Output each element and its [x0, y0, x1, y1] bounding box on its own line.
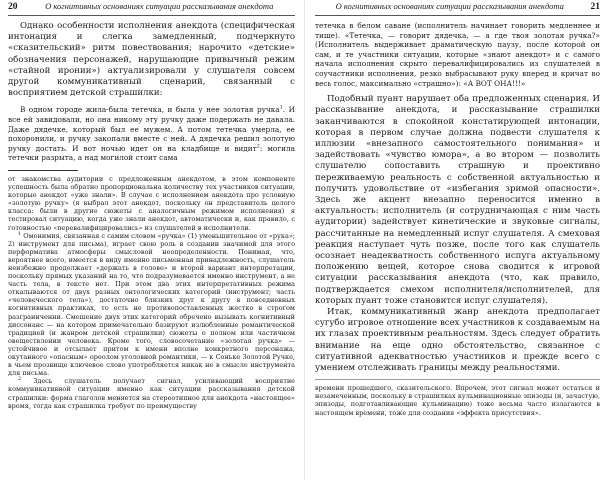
footnote-separator	[315, 379, 600, 380]
footnote-2-mark: 2	[18, 376, 22, 383]
footnote-1	[8, 232, 295, 378]
quote-text-2: . И все ей завидовали, но она никому эту ручку даже подержать не давала. Даже дядечке, который был ее мужем. А потом тетечка умерла, ее похоронили, и ручку закопали вместе с ней. А дядечка решил золотую ручку достать. И вот ночью идет он на кладбище и видит	[8, 105, 295, 153]
intro-paragraph: Однако особенности исполнения анекдота (специфическая интонация и слегка замедленный, подчеркнуто «сказительский» ритм повествования; нарочито «детские» обозначения персонажей, нарушающие привычный режим «стайной иронии») актуализировали у слушателя совсем другой коммуникативный сценарий, связанный с восприятием детской страшилки:	[8, 21, 295, 99]
right-page-header	[315, 1, 600, 16]
footnote-2-text: Здесь слушатель получает сигнал, усиливающий восприятие коммуникативной ситуации именно как ситуации рассказывания детской страшилки: форма глаголов меняется на стереотипное для анекдота «настоящее» время, тогда как страшилка требует по преимуществу	[8, 377, 295, 410]
right-page	[304, 0, 608, 480]
quote-continuation: тетечка в белом саване (исполнитель начинает говорить медленнее и тише). «Тетечка, — говорит дядечка, — а где твоя золотая ручка?» (Исполнитель выдерживает драматическую паузу, после которой он сам, и те участники ситуации, которые «знают анекдот» и с самого начала исполнения скрыто перевалифицировались из слушателей в соучастники исполнения, резко выбрасывают руку вперед и кричат во весь голос, максимально «страшно»): «А ВОТ ОНА!!!»	[315, 21, 600, 88]
footnote-continuation: от знакомства аудитории с предложенным анекдотом, в этом компоненте успешность была обратно пропорциональна количеству тех участников ситуации, которые анекдот «уже знали». В случае с исполнением анекдота про условную «золотую ручку» (я выбрал этот анекдот, поскольку он представитель целого класса: были в другие сюжеты с аналогичным режимом исполнения) я тестировал ситуацию, когда уже знали анекдот, автоматически и, как правило, с готовностью «перевалифицировались» из слушателей в исполнители.	[8, 174, 295, 232]
right-running-title: О когнитивных основаниях ситуации рассказывания анекдота	[335, 1, 564, 11]
left-page-header	[8, 1, 295, 16]
footnote-rule	[8, 170, 78, 171]
paragraph-1: Подобный пуант нарушает оба предложенных сценария. И рассказывание анекдота, и рассказывание страшилки заканчиваются в спокойной констатирующей интонации, которая в первом случае должна подвести слушателя к иллюзии «внезапного самостоятельного понимания» и задействовать «чувство юмора», а во втором — позволить слушателю сопоставить страшную и проективно переживаемую реальность с собственной актуальностью и получить удовольствие от «избегания зримой опасности». Здесь же акцент внезапно переносится именно в актуальность: исполнитель (и сотрудничающая с ним часть аудитории) задействует кинетические и звуковые сигналы, рассчитанные на немедленный испуг слушателя. А смеховая реакция наступает чуть позже, после того как слушатель осознает неадекватность собственного испуга актуальному положению вещей, которое снова сводится к игровой ситуации рассказывания анекдота (что, как правило, подтверждается смехом исполнителя/исполнителей, для которых пуант тоже становится испуг слушателя).	[315, 94, 600, 306]
quote-text-3: : могила тетечки разрыта, а над могилой стоит сама	[8, 143, 295, 163]
right-page-number: 21	[590, 2, 600, 12]
footnote-mark-2: 2	[256, 143, 260, 150]
left-page-number: 20	[8, 2, 18, 12]
quote-block	[8, 105, 295, 163]
paragraph-2: Итак, коммуникативный жанр анекдота предполагает сугубо игровое отношение всех участников к создаваемым на их глазах проективным реальностям. Здесь следует обратить внимание на еще одно обстоятельство, связанное с ситуативной адекватностью участников и прежде всего с умением отслеживать границы между реальностями.	[315, 307, 600, 374]
quote-text: В одном городе жила-была тетечка, и была у нее золотая ручка	[20, 105, 280, 115]
left-running-title: О когнитивных основаниях ситуации рассказывания анекдота	[45, 1, 274, 11]
footnote-continuation-right: времени прошедшего, сказительского. Впрочем, этот сигнал может остаться и незамеченным, поскольку в страшилках кульминационные эпизоды (и, зачастую, эпизоды, подготавливающие кульминацию) тоже весьма часто излагаются в настоящем времени, тоже для создания «эффекта присутствия».	[315, 384, 600, 417]
footnote-mark-1: 1	[279, 105, 283, 111]
footnote-1-mark: 1	[18, 230, 22, 237]
footnote-1-text: Омонимия, связанная с самим словом «ручка» (1) уменьшительное от «рука»; 2) инструмент для письма), играет свою роль в создании значимой для этого перформатива атмосферы смысловой неопределенности. Понимая, что, вероятнее всего, имеется в виду именно письменная принадлежность, слушатель неизбежно продолжает «держать в голове» и второй вариант интерпретации, поскольку прямых указаний на то, что подразумевается именно инструмент, а не часть тела, в тексте нет. При этом два этих интерпретативных режима откалываются от двух разных онтологических категорий (инструмент; часть «человеческого тела»), достаточно близких друг к другу в повседневных когнитивных практиках, то есть не противопоставленных жестко в строгом разграничении. Смешение двух этих категорий обречено вызывать когнитивный диссонанс — на котором примечательно базируют излюбленные романтической традицией (и жанром детской страшилки) сюжеты о полном или частичном овеществлении человека. Кроме того, словосочетание «золотая ручка» — устойчивое и отсылает притом к имени вполне конкретного персонажа, окутанного «опасным» ореолом уголовной романтики, — к Соньке Золотой Ручке, в чьем прозвище ключевое слово употребляется никак не в смысле инструмента для письма.	[8, 231, 295, 378]
footnote-2	[8, 377, 295, 409]
